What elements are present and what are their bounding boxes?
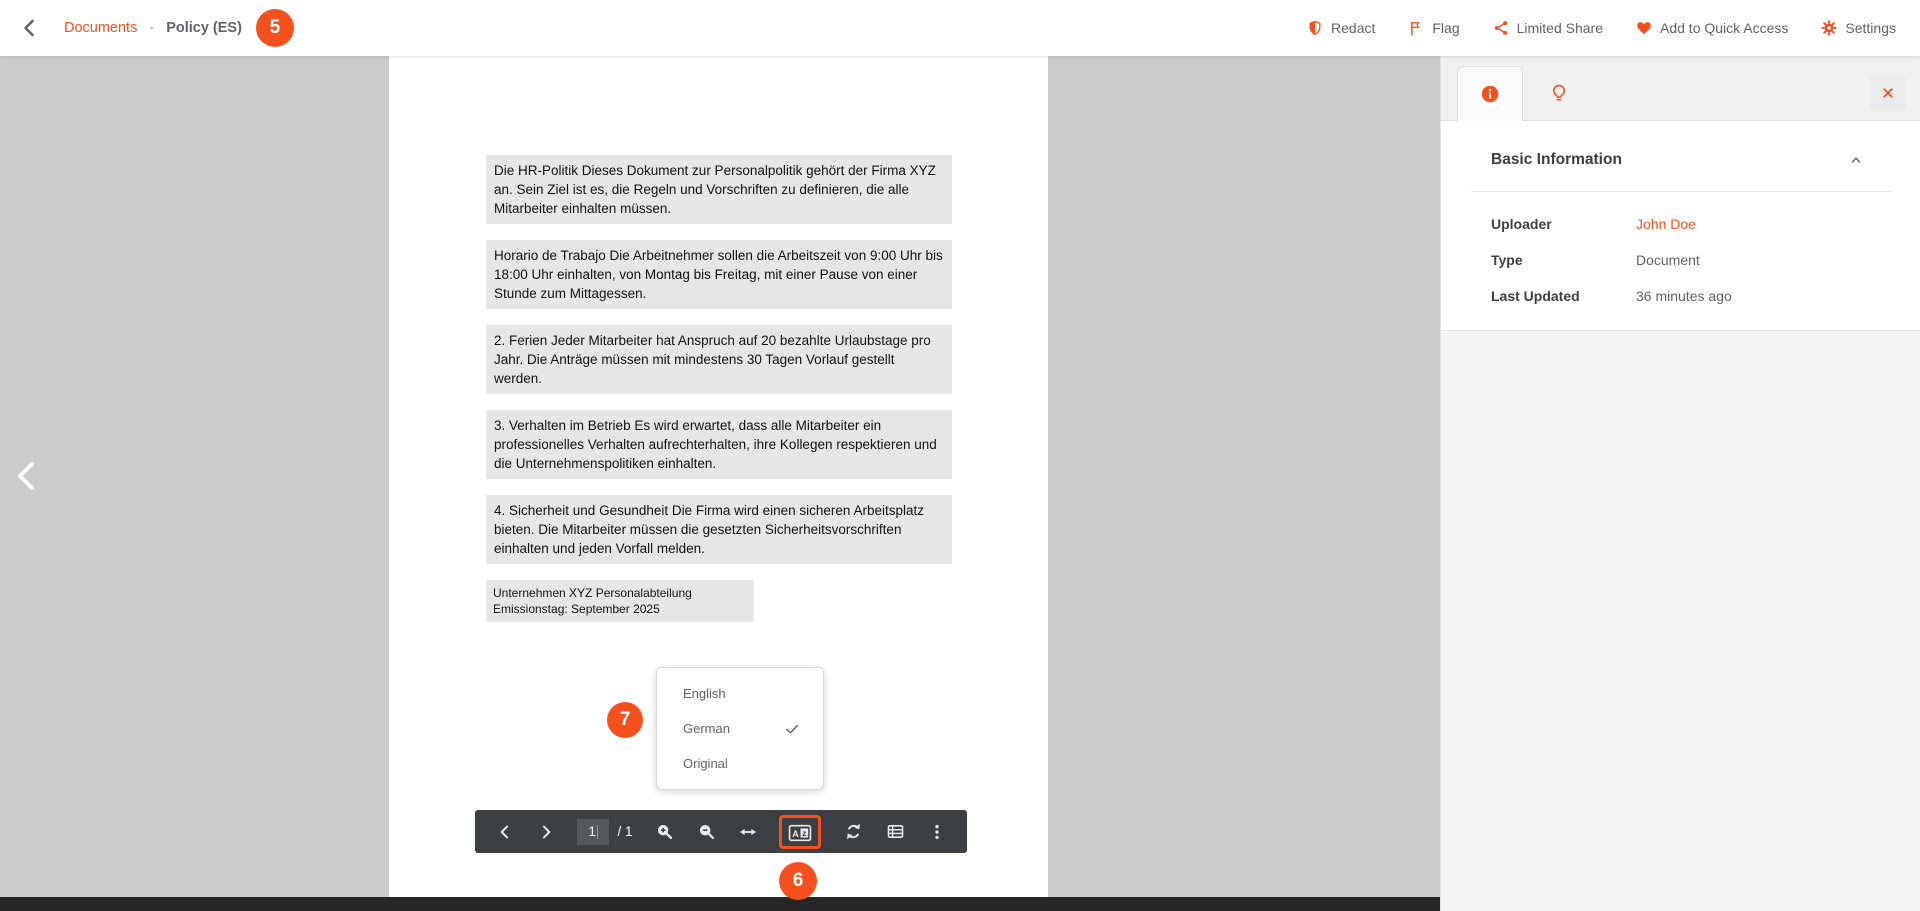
flag-icon [1407, 19, 1425, 37]
step-badge-5: 5 [256, 9, 294, 47]
uploader-value-link[interactable]: John Doe [1636, 216, 1696, 232]
zoom-in-button[interactable] [654, 821, 675, 842]
document-viewer [0, 56, 1440, 911]
page-number-input[interactable] [577, 819, 609, 845]
refresh-button[interactable] [843, 821, 864, 842]
page-indicator [577, 819, 632, 845]
panel-tab-strip [1441, 56, 1920, 121]
settings-button[interactable] [1820, 19, 1896, 37]
page-total: / 1 [617, 824, 633, 839]
doc-paragraph: 2. Ferien Jeder Mitarbeiter hat Anspruch auf 20 bezahlte Urlaubstage pro Jahr. Die Anträge müssen mit mindestens 30 Tagen Vorlauf gestellt werden. [486, 325, 952, 394]
add-to-quick-access-label: Add to Quick Access [1660, 20, 1789, 36]
language-option-original[interactable] [657, 746, 823, 781]
kebab-menu-icon [927, 822, 947, 842]
last-updated-value: 36 minutes ago [1636, 288, 1732, 304]
section-title: Basic Information [1491, 151, 1622, 168]
doc-paragraph: Horario de Trabajo Die Arbeitnehmer sollen die Arbeitszeit von 9:00 Uhr bis 18:00 Uhr einhalten, von Montag bis Freitag, mit einer Pause von einer Stunde zum Mittagessen. [486, 240, 952, 309]
info-row-type [1441, 252, 1920, 268]
zoom-in-icon [654, 821, 675, 842]
next-page-button[interactable] [536, 822, 556, 842]
doc-paragraph: 4. Sicherheit und Gesundheit Die Firma wird einen sicheren Arbeitsplatz bieten. Die Mitarbeiter müssen die gesetzten Sicherheitsvorschriften einhalten und jeden Vorfall melden. [486, 495, 952, 564]
collapse-chevron-icon[interactable] [1847, 151, 1865, 169]
collapse-panel-button[interactable] [10, 454, 46, 498]
heart-icon [1635, 19, 1653, 37]
translate-button[interactable] [779, 815, 821, 849]
page-title: Policy (ES) [166, 20, 242, 36]
type-label: Type [1491, 252, 1523, 268]
language-option-label: English [683, 686, 726, 701]
step-badge-7: 7 [607, 702, 643, 738]
breadcrumb-documents-link[interactable]: Documents [64, 20, 138, 36]
more-options-button[interactable] [927, 822, 947, 842]
info-row-uploader [1441, 216, 1920, 232]
svg-text:A: A [792, 828, 800, 839]
doc-footer: Unternehmen XYZ Personalabteilung Emissionstag: September 2025 [486, 580, 754, 622]
breadcrumb-separator: - [149, 20, 155, 36]
shield-icon [1306, 19, 1324, 37]
info-icon [1479, 83, 1501, 105]
last-updated-label: Last Updated [1491, 288, 1580, 304]
page-number-value: 1 [588, 824, 596, 839]
fit-width-button[interactable] [738, 822, 758, 842]
previous-page-button[interactable] [495, 822, 515, 842]
chevron-right-icon [536, 822, 556, 842]
zoom-out-icon [696, 821, 717, 842]
language-menu [656, 667, 824, 790]
chevron-left-icon [10, 456, 44, 496]
flag-button[interactable] [1407, 19, 1459, 37]
basic-information-header[interactable] [1441, 151, 1920, 169]
fit-width-icon [738, 822, 758, 842]
basic-information-section [1441, 121, 1920, 331]
limited-share-label: Limited Share [1516, 20, 1603, 36]
translate-icon [788, 823, 812, 843]
breadcrumb [64, 20, 242, 36]
pdf-toolbar [475, 810, 967, 853]
refresh-icon [843, 821, 864, 842]
svg-text:z: z [802, 828, 807, 838]
tab-insights[interactable] [1537, 66, 1581, 120]
language-option-english[interactable] [657, 676, 823, 711]
chevron-left-icon [495, 822, 515, 842]
doc-paragraph: Die HR-Politik Dieses Dokument zur Personalpolitik gehört der Firma XYZ an. Sein Ziel ist es, die Regeln und Vorschriften zu definieren, die alle Mitarbeiter einhalten müssen. [486, 155, 952, 224]
add-to-quick-access-button[interactable] [1635, 19, 1788, 37]
check-icon [783, 720, 801, 738]
tab-info[interactable] [1457, 66, 1523, 121]
redact-label: Redact [1331, 20, 1376, 36]
doc-paragraph: 3. Verhalten im Betrieb Es wird erwartet, dass alle Mitarbeiter ein professionelles Verhalten aufrechterhalten, ihre Kollegen respektieren und die Unternehmenspolitiken einhalten. [486, 410, 952, 479]
type-value: Document [1636, 252, 1700, 268]
back-button[interactable] [10, 8, 50, 48]
close-panel-button[interactable] [1870, 75, 1906, 111]
thumbnail-list-button[interactable] [885, 821, 906, 842]
table-list-icon [885, 821, 906, 842]
info-panel [1440, 56, 1920, 911]
info-row-last-updated [1441, 288, 1920, 304]
divider [1471, 191, 1892, 192]
limited-share-button[interactable] [1492, 19, 1603, 37]
step-badge-6: 6 [779, 862, 817, 900]
gear-icon [1820, 19, 1838, 37]
close-icon [1879, 84, 1897, 102]
redact-button[interactable] [1306, 19, 1375, 37]
language-option-german[interactable] [657, 711, 823, 746]
top-actions [1306, 19, 1920, 37]
uploader-label: Uploader [1491, 216, 1552, 232]
top-bar [0, 0, 1920, 56]
zoom-out-button[interactable] [696, 821, 717, 842]
language-option-label: German [683, 721, 730, 736]
viewer-bottom-bar [0, 897, 1440, 911]
language-option-label: Original [683, 756, 728, 771]
share-icon [1492, 19, 1510, 37]
document-text [486, 155, 952, 622]
text-caret [597, 825, 599, 839]
back-chevron-icon [18, 16, 42, 40]
flag-label: Flag [1432, 20, 1460, 36]
settings-label: Settings [1845, 20, 1896, 36]
lightbulb-icon [1548, 82, 1570, 104]
